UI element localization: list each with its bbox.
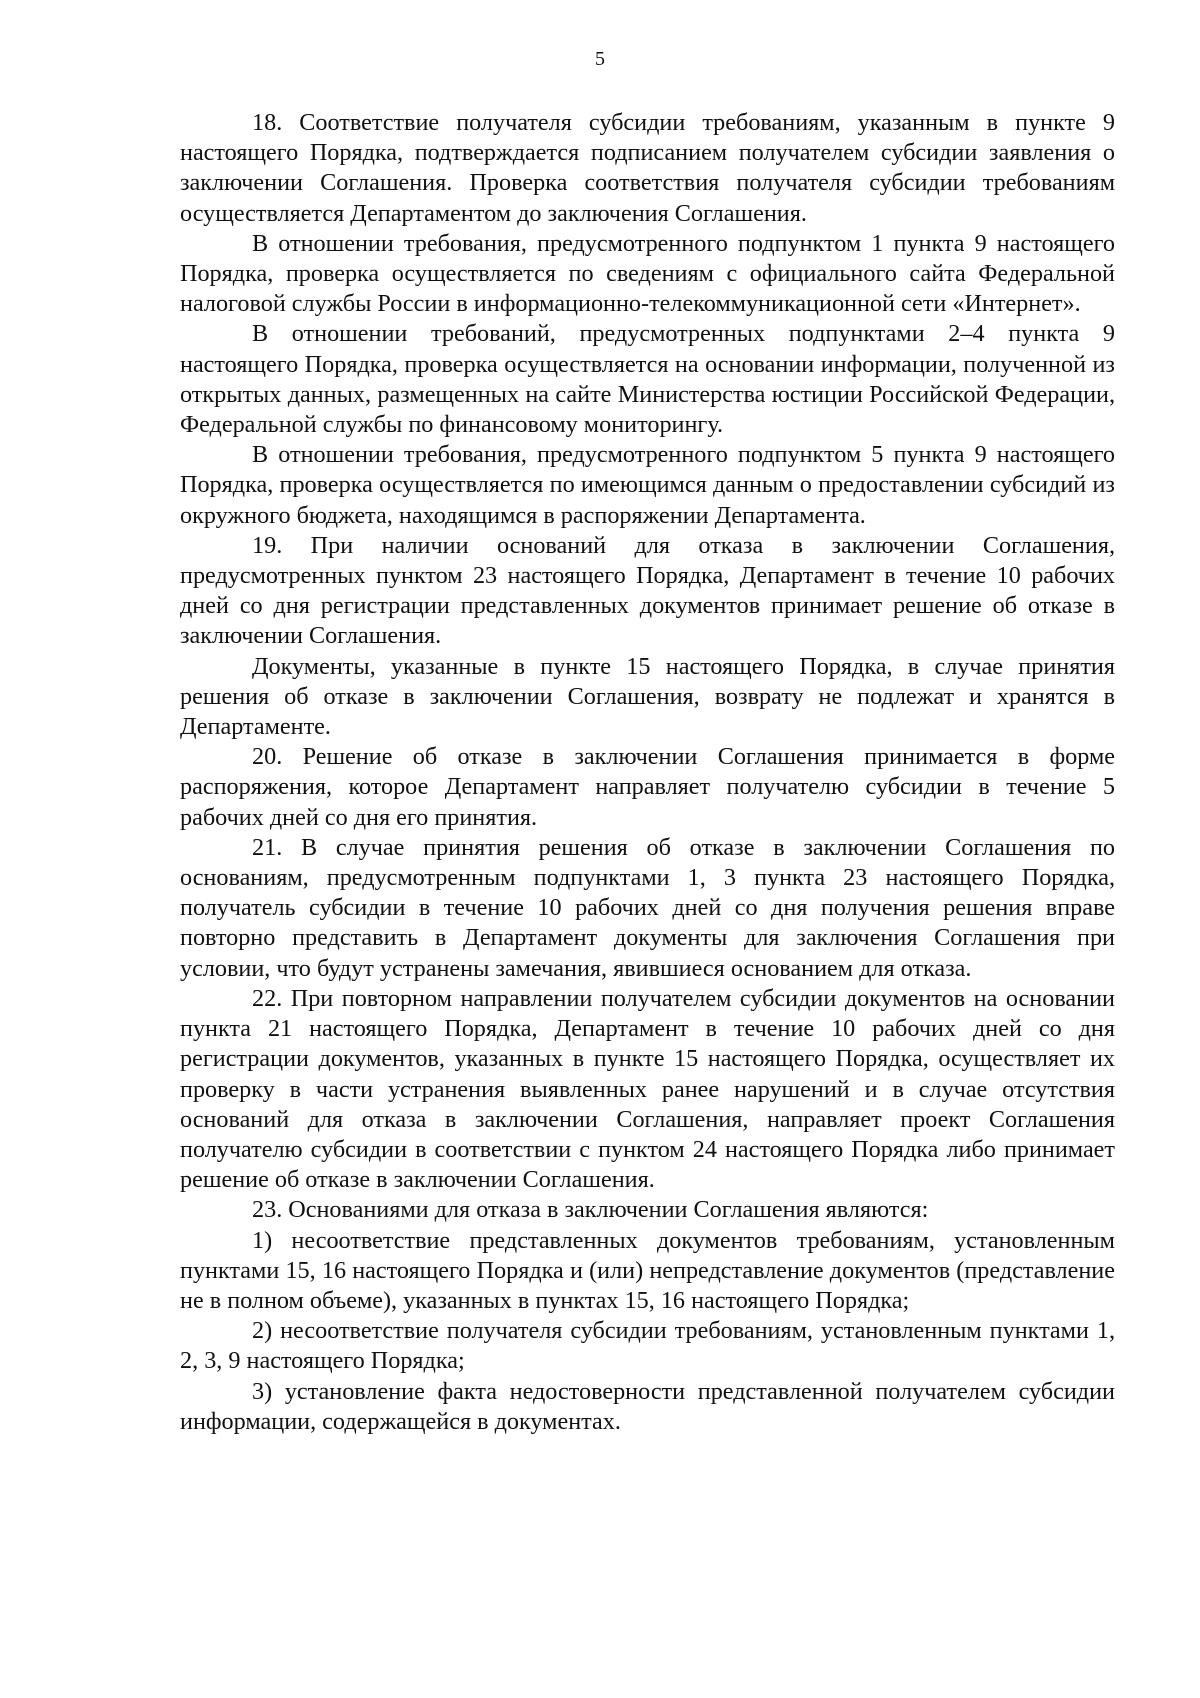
paragraph-requirement-1: В отношении требования, предусмотренного подпунктом 1 пункта 9 настоящего Порядка, проверка осуществляется по сведениям с официального сайта Федеральной налоговой службы России в информационно-телекоммуникационной сети «Интернет». bbox=[180, 229, 1115, 318]
list-item-2: 2) несоответствие получателя субсидии требованиям, установленным пунктами 1, 2, 3, 9 настоящего Порядка; bbox=[180, 1317, 1115, 1375]
paragraph-requirements-2-4: В отношении требований, предусмотренных подпунктами 2–4 пункта 9 настоящего Порядка, проверка осуществляется на основании информации, полученной из открытых данных, размещенных на сайте Министерства юстиции Российской Федерации, Федеральной службы по финансовому мониторингу. bbox=[180, 320, 1115, 439]
page-number: 5 bbox=[595, 48, 605, 70]
paragraph-documents-not-returned: Документы, указанные в пункте 15 настоящего Порядка, в случае принятия решения об отказе в заключении Соглашения, возврату не подлежат и хранятся в Департаменте. bbox=[180, 652, 1115, 741]
paragraph-requirement-5: В отношении требования, предусмотренного подпунктом 5 пункта 9 настоящего Порядка, проверка осуществляется по имеющимся данным о предоставлении субсидий из окружного бюджета, находящимся в распоряжении Департамента. bbox=[180, 441, 1115, 529]
document-body bbox=[180, 108, 1115, 1437]
paragraph-21: 21. В случае принятия решения об отказе в заключении Соглашения по основаниям, предусмотренным подпунктами 1, 3 пункта 23 настоящего Порядка, получатель субсидии в течение 10 рабочих дней со дня получения решения вправе повторно представить в Департамент документы для заключения Соглашения при условии, что будут устранены замечания, явившиеся основанием для отказа. bbox=[180, 833, 1115, 982]
paragraph-19: 19. При наличии оснований для отказа в заключении Соглашения, предусмотренных пунктом 23 настоящего Порядка, Департамент в течение 10 рабочих дней со дня регистрации представленных документов принимает решение об отказе в заключении Соглашения. bbox=[180, 531, 1115, 650]
paragraph-20: 20. Решение об отказе в заключении Соглашения принимается в форме распоряжения, которое Департамент направляет получателю субсидии в течение 5 рабочих дней со дня его принятия. bbox=[180, 743, 1115, 831]
paragraph-18: 18. Соответствие получателя субсидии требованиям, указанным в пункте 9 настоящего Порядка, подтверждается подписанием получателем субсидии заявления о заключении Соглашения. Проверка соответствия получателя субсидии требованиям осуществляется Департаментом до заключения Соглашения. bbox=[180, 109, 1115, 227]
paragraph-22: 22. При повторном направлении получателем субсидии документов на основании пункта 21 настоящего Порядка, Департамент в течение 10 рабочих дней со дня регистрации документов, указанных в пункте 15 настоящего Порядка, осуществляет их проверку в части устранения выявленных ранее нарушений и в случае отсутствия оснований для отказа в заключении Соглашения, направляет проект Соглашения получателю субсидии в соответствии с пунктом 24 настоящего Порядка либо принимает решение об отказе в заключении Соглашения. bbox=[180, 984, 1115, 1194]
paragraph-23: 23. Основаниями для отказа в заключении Соглашения являются: bbox=[252, 1196, 929, 1224]
list-item-1: 1) несоответствие представленных документов требованиям, установленным пунктами 15, 16 настоящего Порядка и (или) непредставление документов (представление не в полном объеме), указанных в пунктах 15, 16 настоящего Порядка; bbox=[180, 1226, 1115, 1314]
list-item-3: 3) установление факта недостоверности представленной получателем субсидии информации, содержащейся в документах. bbox=[180, 1377, 1115, 1435]
